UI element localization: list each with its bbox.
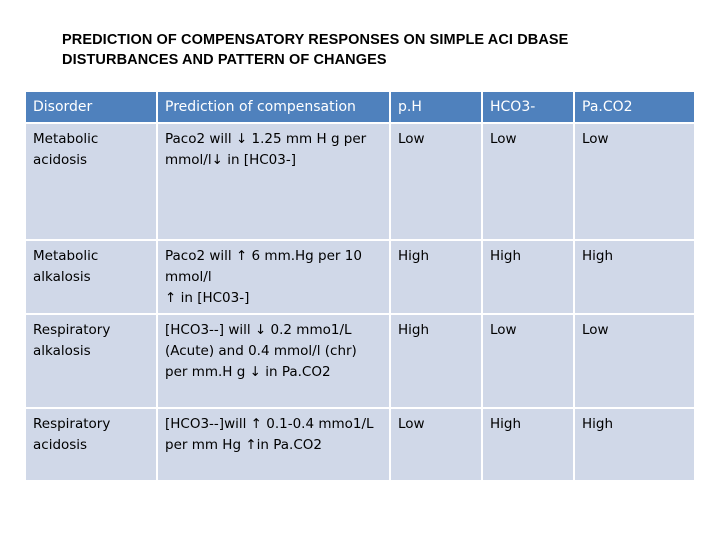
cell-prediction: Paco2 will ↓ 1.25 mm H g per mmol/l↓ in [HC03-] bbox=[158, 124, 389, 239]
cell-ph: Low bbox=[391, 409, 481, 480]
page-title bbox=[62, 30, 702, 70]
cell-prediction: [HCO3--] will ↓ 0.2 mmo1/L (Acute) and 0.4 mmol/l (chr) per mm.H g ↓ in Pa.CO2 bbox=[158, 315, 389, 407]
table-row bbox=[26, 315, 694, 407]
header-prediction: Prediction of compensation bbox=[158, 92, 389, 122]
cell-prediction bbox=[158, 241, 389, 313]
table-row bbox=[26, 124, 694, 239]
cell-hco3: High bbox=[483, 241, 573, 313]
compensation-table bbox=[24, 90, 696, 482]
cell-ph: High bbox=[391, 241, 481, 313]
cell-disorder: Metabolic acidosis bbox=[26, 124, 156, 239]
cell-prediction: [HCO3--]will ↑ 0.1-0.4 mmo1/L per mm Hg ↑in Pa.CO2 bbox=[158, 409, 389, 480]
cell-hco3: Low bbox=[483, 315, 573, 407]
cell-paco2: High bbox=[575, 241, 694, 313]
cell-prediction-line-2: ↑ in [HC03-] bbox=[165, 290, 250, 306]
header-disorder: Disorder bbox=[26, 92, 156, 122]
header-hco3: HCO3- bbox=[483, 92, 573, 122]
cell-paco2: Low bbox=[575, 315, 694, 407]
cell-prediction-line-1: Paco2 will ↑ 6 mm.Hg per 10 mmol/l bbox=[165, 248, 362, 285]
table-row bbox=[26, 241, 694, 313]
header-paco2: Pa.CO2 bbox=[575, 92, 694, 122]
title-line-2: DISTURBANCES AND PATTERN OF CHANGES bbox=[62, 52, 387, 68]
cell-paco2: Low bbox=[575, 124, 694, 239]
title-line-1: PREDICTION OF COMPENSATORY RESPONSES ON SIMPLE ACI DBASE bbox=[62, 32, 569, 48]
cell-hco3: Low bbox=[483, 124, 573, 239]
cell-hco3: High bbox=[483, 409, 573, 480]
cell-paco2: High bbox=[575, 409, 694, 480]
table-header-row bbox=[26, 92, 694, 122]
table-row bbox=[26, 409, 694, 480]
header-ph: p.H bbox=[391, 92, 481, 122]
cell-disorder: Respiratory acidosis bbox=[26, 409, 156, 480]
cell-ph: Low bbox=[391, 124, 481, 239]
cell-ph: High bbox=[391, 315, 481, 407]
cell-disorder: Metabolic alkalosis bbox=[26, 241, 156, 313]
cell-disorder: Respiratory alkalosis bbox=[26, 315, 156, 407]
